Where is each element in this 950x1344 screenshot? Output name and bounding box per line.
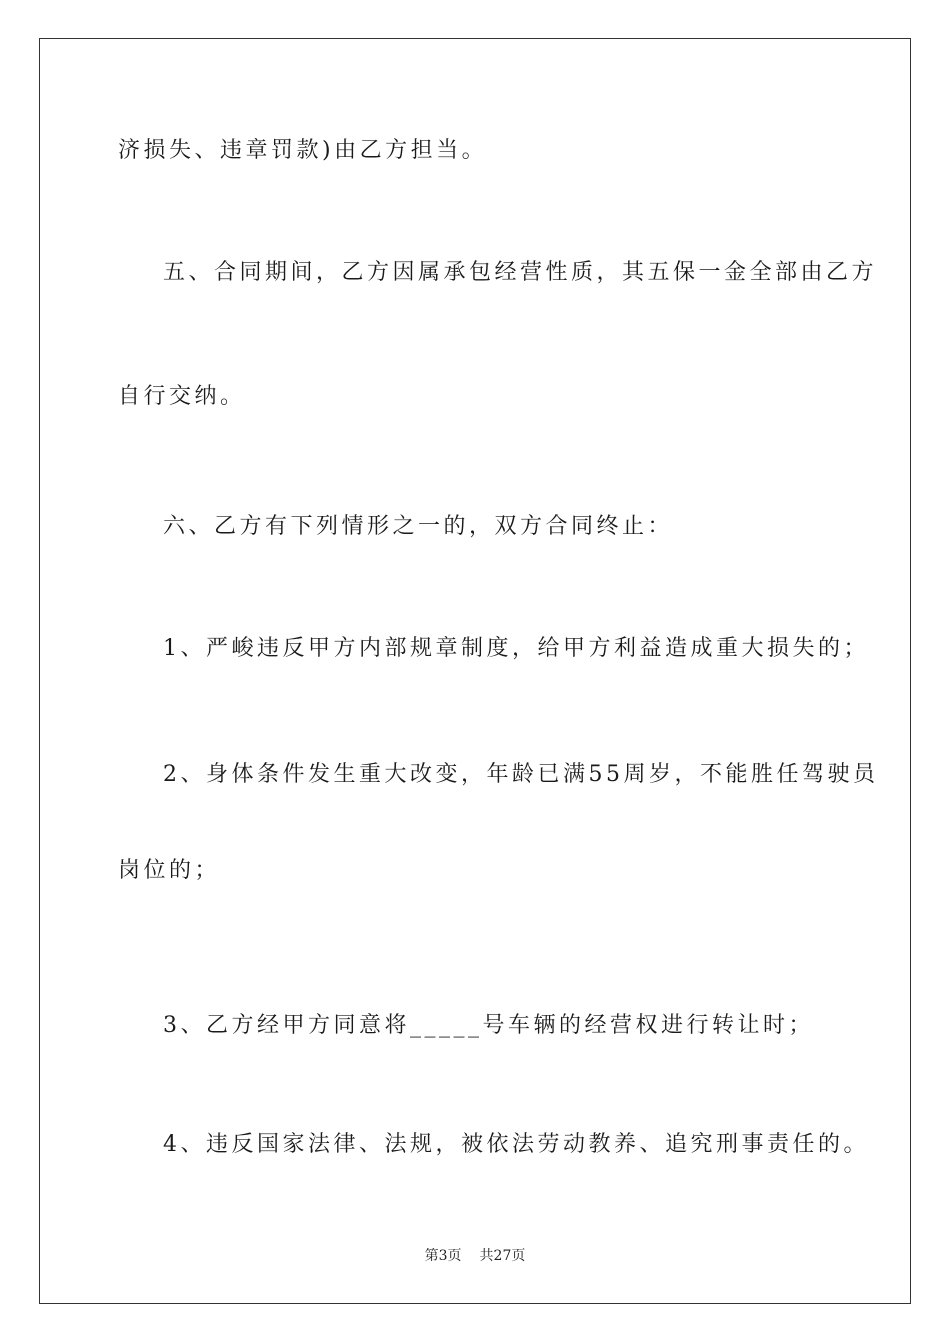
text-line-item-4: 4、违反国家法律、法规，被依法劳动教养、追究刑事责任的。 (163, 1132, 869, 1157)
page-number-total: 共27页 (479, 1248, 526, 1264)
page-border (39, 38, 911, 1304)
text-line-item-2: 2、身体条件发生重大改变，年龄已满55周岁，不能胜任驾驶员 (163, 762, 879, 787)
page-footer (0, 1246, 950, 1266)
text-line-clause-5: 五、合同期间，乙方因属承包经营性质，其五保一金全部由乙方 (163, 260, 878, 285)
text-line-item-3: 3、乙方经甲方同意将_____号车辆的经营权进行转让时； (163, 1013, 814, 1038)
page-number-current: 第3页 (424, 1248, 462, 1264)
text-line-item-2-cont: 岗位的； (118, 858, 221, 883)
text-line-clause-5-cont: 自行交纳。 (118, 384, 246, 409)
text-line-item-1: 1、严峻违反甲方内部规章制度，给甲方利益造成重大损失的； (163, 636, 869, 661)
text-line-clause-6: 六、乙方有下列情形之一的，双方合同终止： (163, 514, 674, 539)
text-line-continuation: 济损失、违章罚款)由乙方担当。 (118, 138, 488, 163)
